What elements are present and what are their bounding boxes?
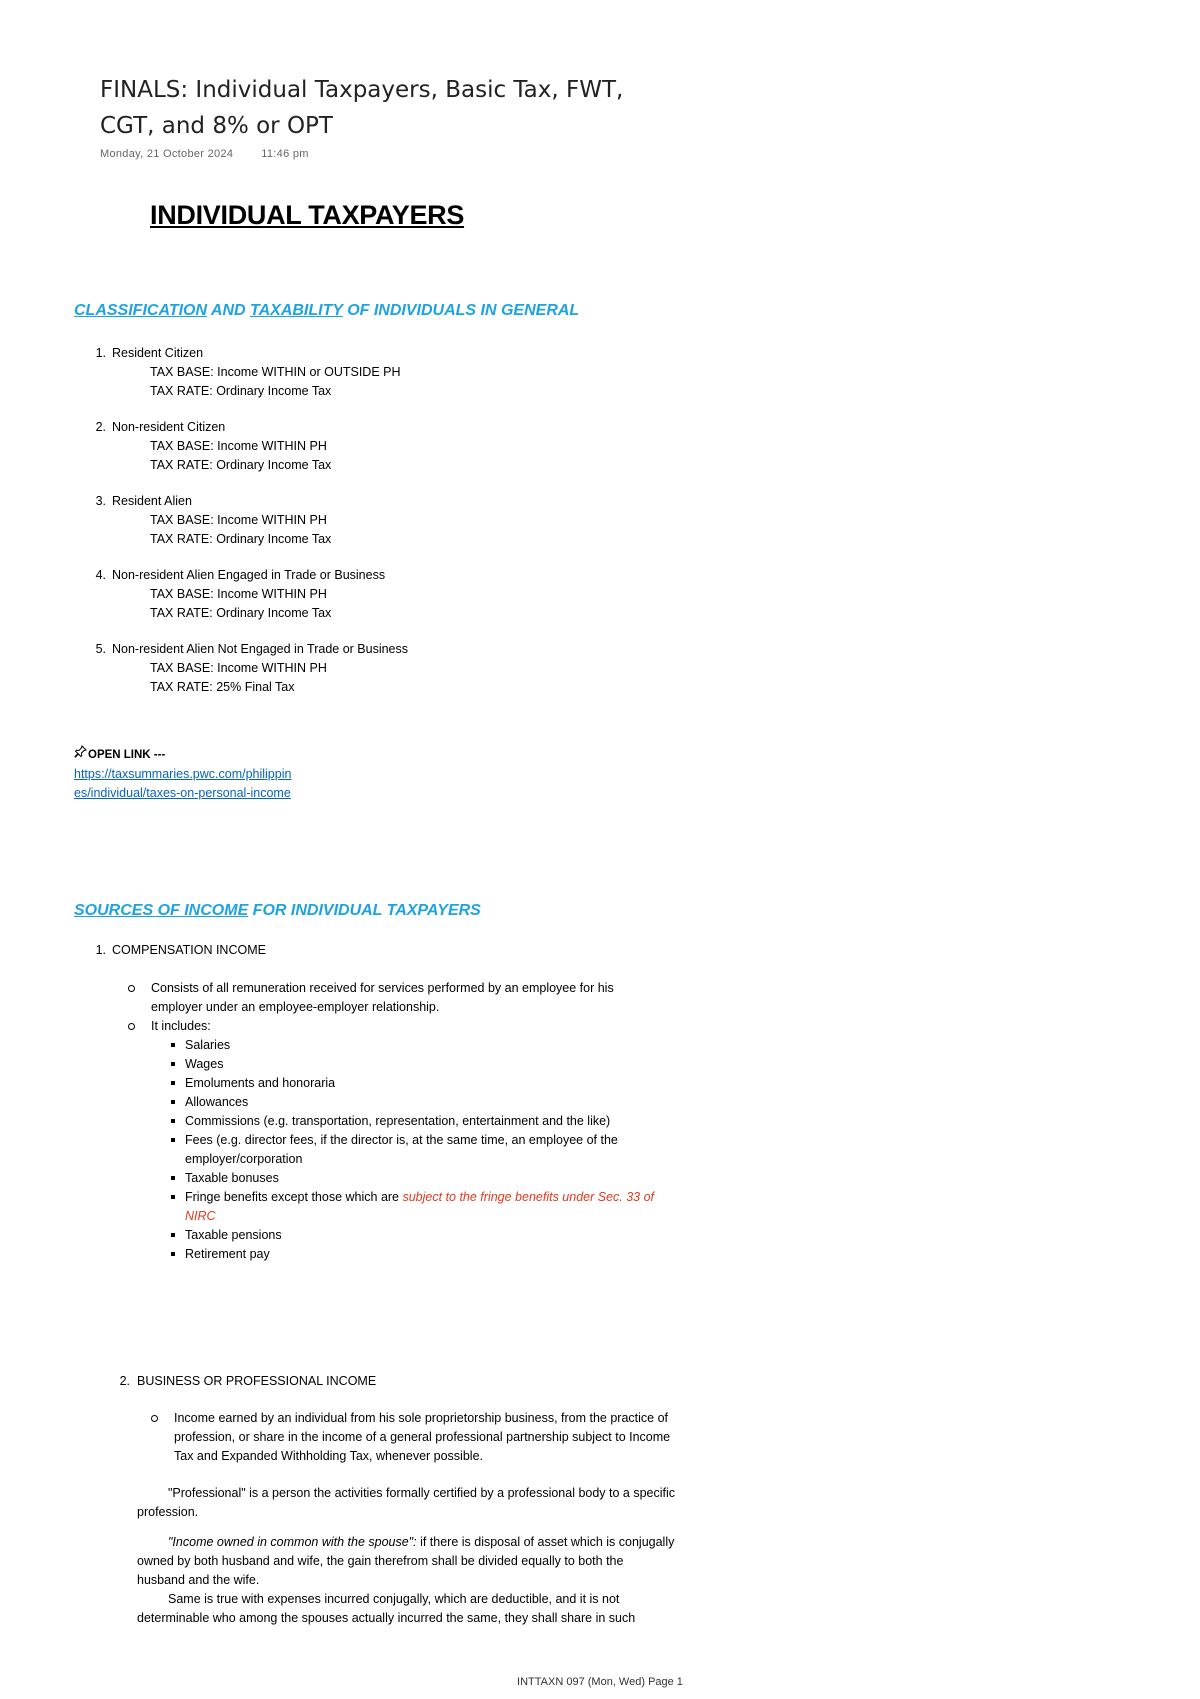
list-item: [171, 1036, 771, 1055]
item-text: Fringe benefits except those which are: [185, 1190, 403, 1204]
list-item: [171, 1055, 771, 1074]
page-date: Monday, 21 October 2024: [100, 148, 234, 160]
sources-heading: [74, 902, 481, 920]
business-desc: [151, 1409, 791, 1466]
item-text: Retirement pay: [185, 1247, 270, 1261]
same-line-1: Same is true with expenses incurred conjugally, which are deductible, and it is not: [168, 1592, 620, 1606]
list-item: [171, 1131, 771, 1150]
classification-heading: [74, 302, 579, 320]
professional-line-2: profession.: [137, 1505, 199, 1519]
item-name: Non-resident Citizen: [112, 420, 226, 434]
item-text: Wages: [185, 1057, 224, 1071]
item-tax-base: TAX BASE: Income WITHIN or OUTSIDE PH: [150, 365, 401, 379]
compensation-desc-line-1: Consists of all remuneration received for services performed by an employee for his: [151, 981, 614, 995]
item-text: Fees (e.g. director fees, if the director is, at the same time, an employee of the: [185, 1133, 618, 1147]
page-time: 11:46 pm: [261, 148, 309, 160]
list-item: [171, 1112, 771, 1131]
business-desc-line-2: profession, or share in the income of a general professional partnership subject to Income: [174, 1430, 671, 1444]
spouse-income-paragraph: [137, 1533, 777, 1628]
item-tax-rate: TAX RATE: Ordinary Income Tax: [150, 458, 332, 472]
item-tax-rate: TAX RATE: Ordinary Income Tax: [150, 384, 332, 398]
item-text: employer/corporation: [185, 1152, 303, 1166]
title-line-1: FINALS: Individual Taxpayers, Basic Tax, FWT,: [100, 77, 624, 103]
item-name: Resident Citizen: [112, 346, 204, 360]
page-title: [100, 72, 623, 144]
taxsummaries-link-line-2[interactable]: es/individual/taxes-on-personal-income: [74, 786, 291, 800]
sources-heading-word: SOURCES OF INCOME: [74, 902, 249, 919]
list-item: [171, 1245, 771, 1264]
list-item: [171, 1188, 771, 1207]
nirc-highlight: NIRC: [185, 1209, 216, 1223]
open-link-block: [74, 745, 474, 803]
spouse-income-label: "Income owned in common with the spouse":: [168, 1535, 417, 1549]
business-desc-line-3: Tax and Expanded Withholding Tax, whenever possible.: [174, 1449, 483, 1463]
item-text: Taxable bonuses: [185, 1171, 279, 1185]
classification-heading-word: CLASSIFICATION: [74, 302, 208, 319]
item-text: Emoluments and honoraria: [185, 1076, 336, 1090]
business-title: BUSINESS OR PROFESSIONAL INCOME: [137, 1374, 377, 1388]
item-number: 1.: [95, 346, 106, 360]
item-number: 3.: [95, 494, 106, 508]
spouse-line-3: husband and the wife.: [137, 1573, 260, 1587]
compensation-title: COMPENSATION INCOME: [112, 943, 266, 957]
spouse-line-1: if there is disposal of asset which is conjugally: [416, 1535, 675, 1549]
page-footer: INTTAXN 097 (Mon, Wed) Page 1: [517, 1676, 683, 1688]
compensation-desc: [128, 979, 768, 1017]
item-number: 5.: [95, 642, 106, 656]
list-item-continuation: [171, 1150, 771, 1169]
classification-heading-rest: OF INDIVIDUALS IN GENERAL: [342, 302, 580, 319]
compensation-includes: [128, 1017, 768, 1036]
item-tax-base: TAX BASE: Income WITHIN PH: [150, 587, 327, 601]
item-text: Commissions (e.g. transportation, representation, entertainment and the like): [185, 1114, 611, 1128]
item-name: Non-resident Alien Engaged in Trade or Business: [112, 568, 386, 582]
professional-definition: [137, 1484, 777, 1522]
includes-label: It includes:: [151, 1019, 211, 1033]
professional-line-1: "Professional" is a person the activities formally certified by a professional body to a specific: [168, 1486, 676, 1500]
section-number: 1.: [95, 943, 106, 957]
list-item: [171, 1169, 771, 1188]
list-item: [171, 1226, 771, 1245]
item-tax-rate: TAX RATE: Ordinary Income Tax: [150, 532, 332, 546]
item-text: Taxable pensions: [185, 1228, 282, 1242]
item-tax-rate: TAX RATE: Ordinary Income Tax: [150, 606, 332, 620]
list-item: [171, 1093, 771, 1112]
list-item-continuation: [171, 1207, 771, 1226]
item-tax-base: TAX BASE: Income WITHIN PH: [150, 513, 327, 527]
item-name: Resident Alien: [112, 494, 192, 508]
list-item: [171, 1074, 771, 1093]
item-tax-base: TAX BASE: Income WITHIN PH: [150, 661, 327, 675]
taxsummaries-link-line-1[interactable]: https://taxsummaries.pwc.com/philippin: [74, 767, 292, 781]
item-tax-base: TAX BASE: Income WITHIN PH: [150, 439, 327, 453]
item-name: Non-resident Alien Not Engaged in Trade or Business: [112, 642, 409, 656]
spouse-line-2: owned by both husband and wife, the gain therefrom shall be divided equally to both the: [137, 1554, 624, 1568]
sources-heading-rest: FOR INDIVIDUAL TAXPAYERS: [248, 902, 481, 919]
section-number: 2.: [119, 1374, 130, 1388]
title-line-2: CGT, and 8% or OPT: [100, 113, 333, 139]
pin-icon: [74, 745, 88, 764]
same-line-2: determinable who among the spouses actually incurred the same, they shall share in such: [137, 1611, 636, 1625]
item-tax-rate: TAX RATE: 25% Final Tax: [150, 680, 295, 694]
classification-heading-and: AND: [207, 302, 250, 319]
compensation-items: [171, 1036, 771, 1264]
business-desc-line-1: Income earned by an individual from his sole proprietorship business, from the practice of: [174, 1411, 669, 1425]
main-heading: INDIVIDUAL TAXPAYERS: [150, 200, 465, 230]
compensation-desc-line-2: employer under an employee-employer relationship.: [151, 1000, 440, 1014]
item-number: 4.: [95, 568, 106, 582]
open-link-label: OPEN LINK ---: [88, 749, 166, 761]
item-text: Salaries: [185, 1038, 231, 1052]
fringe-benefit-highlight: subject to the fringe benefits under Sec. 33 of: [402, 1190, 655, 1204]
taxability-heading-word: TAXABILITY: [250, 302, 343, 319]
item-number: 2.: [95, 420, 106, 434]
classification-list: [88, 344, 688, 704]
item-text: Allowances: [185, 1095, 249, 1109]
page-meta: [100, 148, 309, 160]
